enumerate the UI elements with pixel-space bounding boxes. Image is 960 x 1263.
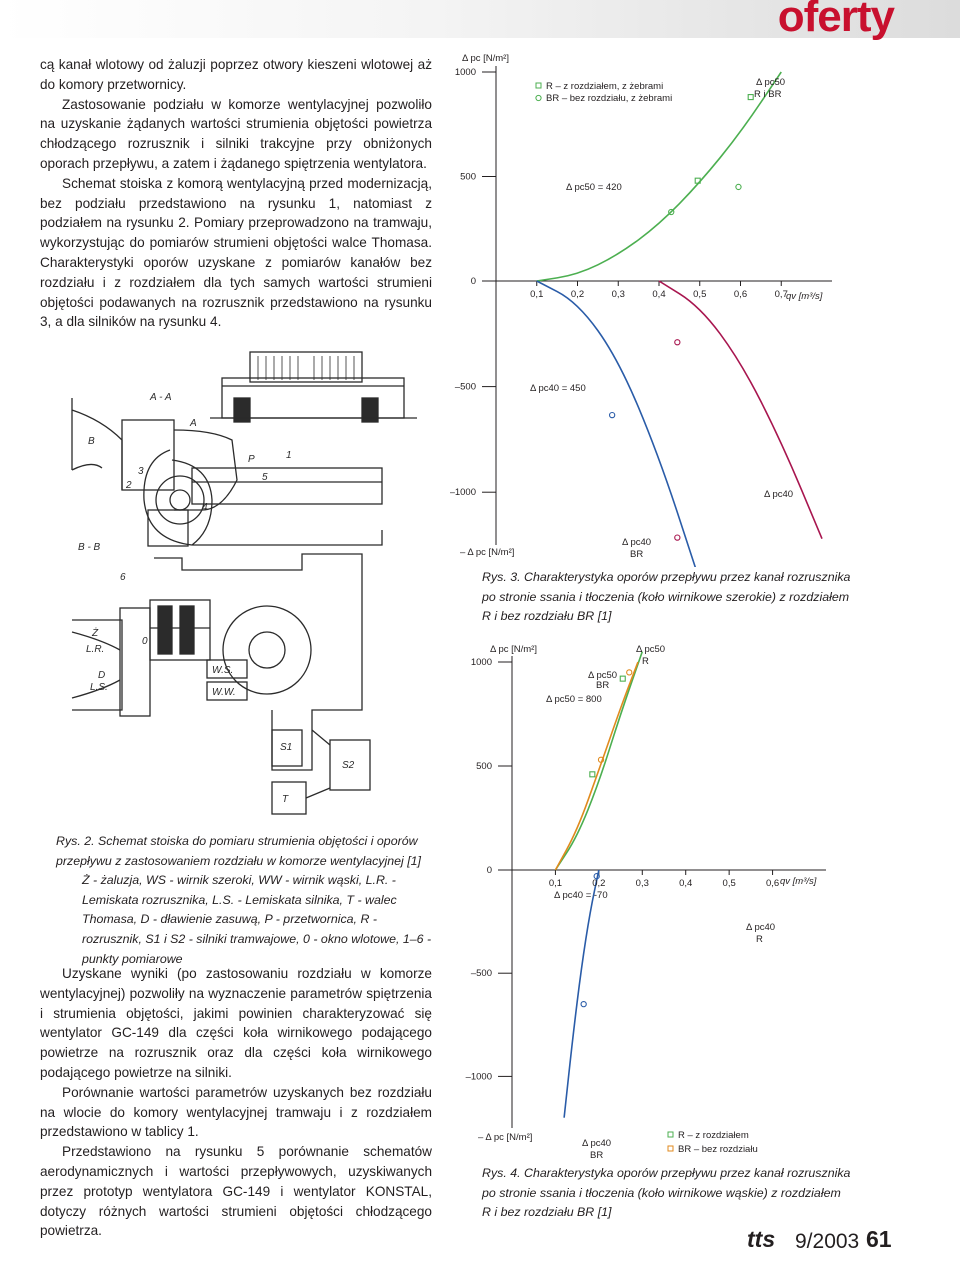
drawing-label: D [98,670,106,681]
x-tick-label: 0,4 [679,878,693,889]
x-tick-label: 0,2 [570,289,585,300]
drawing-label: L.R. [86,644,105,655]
annotation-pc50-sub: R i BR [754,89,782,100]
section-label-bb: B - B [78,542,101,553]
y-tick-label: 0 [486,865,492,876]
annotation-pc50-br-sub: BR [596,680,610,691]
drawing-label: 1 [286,450,292,461]
y-tick-label: 1000 [454,67,476,78]
annotation-pc40-value: Δ pc40 = 450 [530,383,586,394]
x-tick-label: 0,3 [635,878,649,889]
drawing-label: L.S. [90,682,108,693]
caption-legend: Ż - żaluzja, WS - wirnik szeroki, WW - wirnik wąski, L.R. - Lemiskata rozrusznika, L.S. - Lemiskata silnika, T - walec Thomasa, D - dławienie zasuwą, P - przetwornica, R - rozrusznik, S1 i S2 - silniki tramwajowe, 0 - okno wlotowe, 1–6 - punkty pomiarowe [82,873,432,966]
x-axis-label: qv [m³/s] [780,876,817,887]
drawing-label: W.W. [212,687,236,698]
y-tick-label: –500 [470,968,492,980]
drawing-label: S1 [280,742,293,753]
annotation-pc50-r: Δ pc50 [636,644,666,655]
drawing-label: B [88,436,95,447]
series-line-pressure [564,870,599,1118]
drawing-label: 5 [262,472,268,483]
annotation-pc40-right-sub: R [756,934,763,945]
test-stand-drawing [62,350,432,820]
drawing-label: 3 [138,466,144,477]
legend-square-br-icon [668,1146,673,1151]
caption-text: Rys. 2. Schemat stoiska do pomiaru strumienia objętości i oporów przepływu z zastosowaniem rozdziału w komorze wentylacyjnej [1] [56,834,421,868]
drawing-label: P [248,454,255,465]
y-axis-label-bottom: – Δ pc [N/m²] [460,547,515,558]
data-point-circle [610,413,615,418]
y-tick-label: –500 [454,381,476,393]
magazine-logo: tts [747,1226,776,1252]
x-tick-label: 0,5 [693,289,707,300]
data-point-circle [675,340,680,345]
figure-2-caption [56,832,434,969]
drawing-label: A [190,418,197,429]
paragraph: cą kanał wlotowy od żaluzji poprzez otwory kieszeni wlotowej aż do komory przetwornicy. [40,57,432,92]
y-tick-label: 500 [460,171,476,183]
legend-square-icon [668,1132,673,1137]
chart-figure-4 [460,640,850,1162]
annotation-pc50-r-sub: R [642,656,649,667]
y-tick-label: 0 [470,276,476,287]
chart-figure-3 [450,45,850,567]
x-tick-label: 0,6 [733,289,748,300]
data-point-square [748,95,753,100]
y-axis-label-top: Δ pc [N/m²] [462,53,509,64]
figure-3-caption: Rys. 3. Charakterystyka oporów przepływu przez kanał rozrusznika po stronie ssania i tłoczenia (koło wirnikowe szerokie) z rozdziałem R i bez rozdziału BR [1] [482,570,851,624]
article-text-bottom [40,964,432,1241]
article-text-top [40,55,432,332]
legend-square-icon [536,83,541,88]
y-axis-label-top: Δ pc [N/m²] [490,644,537,655]
drawing-label: 4 [202,502,208,513]
drawing-label: T [282,794,289,805]
annotation-pc40-bottom: Δ pc40 [622,537,652,548]
annotation-pc50: Δ pc50 [756,77,786,88]
y-tick-label: 1000 [470,657,492,668]
y-tick-label: 500 [476,761,492,772]
annotation-pc40-bottom-sub: BR [630,549,644,560]
drawing-label: 2 [126,480,132,491]
page-number: 61 [866,1226,892,1252]
data-point-square [620,676,625,681]
annotation-pc40-bottom-sub: BR [590,1150,604,1161]
data-point-circle [675,535,680,540]
section-label-aa: A - A [150,392,172,403]
annotation-pc50-br: Δ pc50 [588,670,618,681]
data-point-circle [581,1002,586,1007]
drawing-label: S2 [342,760,355,771]
paragraph: Uzyskane wyniki (po zastosowaniu rozdziału w komorze wentylacyjnej) pozwoliły na wyznaczenie parametrów spiętrzenia i strumienia objętości, jakimi powinien charakteryzować się wentylator GC-149 dla części koła wirnikowego podającego powietrze na rozrusznik oraz dla części koła wirnikowego podającego powietrze na silniki. [40,966,432,1080]
x-tick-label: 0,6 [765,878,780,889]
y-tick-label: –1000 [450,487,476,499]
annotation-pc40-bottom: Δ pc40 [582,1138,612,1149]
drawing-label: 6 [120,572,126,583]
x-tick-label: 0,1 [548,878,563,889]
x-tick-label: 0,2 [592,878,606,889]
issue-number: 9/2003 [795,1230,860,1253]
paragraph: Porównanie wartości parametrów uzyskanych bez rozdziału na wlocie do komory wentylacyjnej tramwaju i z rozdziałem przedstawiono w tablicy 1. [40,1084,432,1140]
legend-circle-icon [536,95,541,100]
y-axis-label-bottom: – Δ pc [N/m²] [478,1132,533,1143]
drawing-label: 0 [142,636,148,647]
annotation-pc40-right: Δ pc40 [764,489,794,500]
x-tick-label: 0,7 [774,289,788,300]
legend-label-r: R – z rozdziałem [678,1130,749,1141]
drawing-label: W.S. [212,665,234,676]
drawing-label: Ż [92,628,99,639]
x-tick-label: 0,1 [530,289,544,300]
x-tick-label: 0,5 [722,878,736,889]
data-point-circle [627,670,632,675]
annotation-pc50-value: Δ pc50 = 420 [566,182,622,193]
x-tick-label: 0,4 [652,289,666,300]
x-tick-label: 0,3 [611,289,625,300]
paragraph: Zastosowanie podziału w komorze wentylacyjnej pozwoliło na uzyskanie żądanych wartości strumienia objętości powietrza chłodzącego rozrusznik i silniki trakcyjne przy obniżonych oporach przepływu, a zatem i żądanego spiętrzenia wentylatora. [40,96,432,171]
series-line-pressure_BR [537,281,700,567]
paragraph: Przedstawiono na rysunku 5 porównanie schematów aerodynamicznych i wartości przepływowych, uzyskiwanych przez prototyp wentylatora GC-149 i wentylator KONSTAL, dotyczy różnych wartości strumieni objętości chłodzącego powietrza. [40,1144,432,1239]
paragraph: Schemat stoiska z komorą wentylacyjną przed modernizacją, bez podziału przedstawiono na rysunku 1, natomiast z podziałem na rysunku 2. Pomiary przeprowadzono na tramwaju, wykorzystując do pomiarów strumieni objętości walce Thomasa. Charakterystyki oporów uzyskane z pomiarów kanałów bez rozdziału i z rozdziałem dla tych samych wartości strumieni objętości podawanych na rozrusznik przedstawiono na rysunku 3, a dla silników na rysunku 4. [40,175,432,330]
data-point-square [590,772,595,777]
figure-4-caption: Rys. 4. Charakterystyka oporów przepływu przez kanał rozrusznika po stronie ssania i tłoczenia (koło wirnikowe wąskie) z rozdziałem R i bez rozdziału BR [1] [482,1166,851,1220]
annotation-pc50-value: Δ pc50 = 800 [546,694,602,705]
series-line-pressure_R [659,281,822,539]
data-point-circle [736,184,741,189]
x-axis-label: qv [m³/s] [786,291,823,302]
annotation-pc40-value: Δ pc40 = -70 [554,890,608,901]
section-title: oferty [777,0,894,41]
legend-label-br: BR – bez rozdziału, z żebrami [546,93,673,104]
legend-label-r: R – z rozdziałem, z żebrami [546,81,664,92]
annotation-pc40-right: Δ pc40 [746,922,776,933]
y-tick-label: –1000 [465,1071,492,1083]
legend-label-br: BR – bez rozdziału [678,1144,758,1155]
